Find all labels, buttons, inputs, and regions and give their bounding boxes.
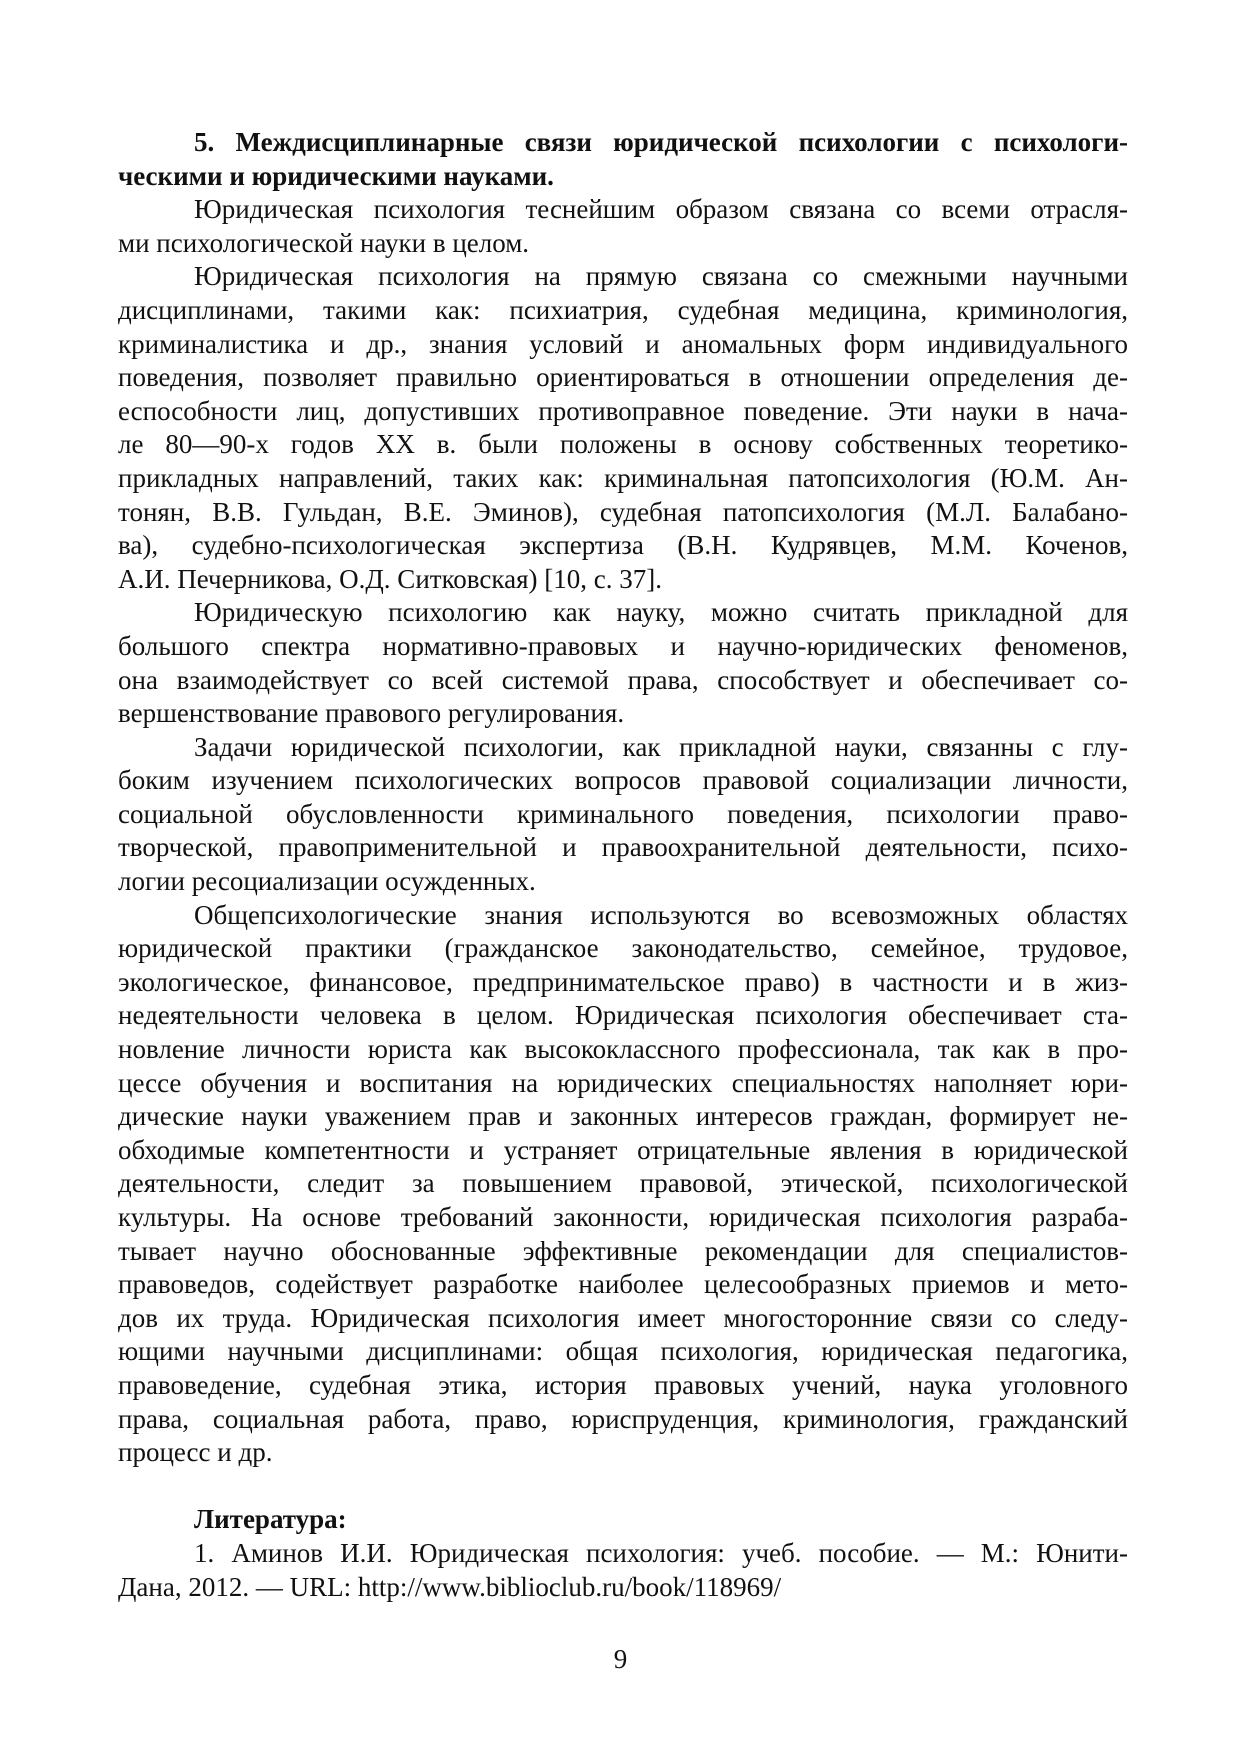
text-line: прикладных направлений, таких как: криминальная патопсихология (Ю.М. Ан- bbox=[118, 462, 1128, 493]
text-line: тывает научно обоснованные эффективные рекомендации для специалистов- bbox=[118, 1235, 1128, 1266]
reference-line: Дана, 2012. — URL: http://www.biblioclub.ru/book/118969/ bbox=[118, 1571, 782, 1602]
text-line: правоведение, судебная этика, история правовых учений, наука уголовного bbox=[118, 1369, 1128, 1400]
paragraph bbox=[118, 193, 1128, 260]
paragraph bbox=[118, 731, 1128, 899]
text-line: новление личности юриста как высококлассного профессионала, так как в про- bbox=[118, 1034, 1128, 1065]
text-line: дов их труда. Юридическая психология имеет многосторонние связи со следу- bbox=[118, 1302, 1128, 1333]
text-line: логии ресоциализации осужденных. bbox=[118, 866, 536, 897]
page-body bbox=[118, 126, 1128, 1604]
text-line: ющими научными дисциплинами: общая психология, юридическая педагогика, bbox=[118, 1336, 1128, 1367]
spacer bbox=[118, 1470, 1128, 1504]
text-line: цессе обучения и воспитания на юридических специальностях наполняет юри- bbox=[118, 1067, 1128, 1098]
text-line: Юридическая психология теснейшим образом связана со всеми отрасля- bbox=[194, 194, 1128, 225]
text-line: Юридическая психология на прямую связана со смежными научными bbox=[194, 261, 1128, 292]
text-line: ми психологической науки в целом. bbox=[118, 227, 530, 258]
text-line: дисциплинами, такими как: психиатрия, судебная медицина, криминология, bbox=[118, 294, 1128, 325]
heading-line: ческими и юридическими науками. bbox=[118, 160, 554, 191]
text-line: процесс и др. bbox=[118, 1437, 273, 1468]
text-line: обходимые компетентности и устраняет отрицательные явления в юридической bbox=[118, 1134, 1128, 1165]
text-line: права, социальная работа, право, юриспруденция, криминология, гражданский bbox=[118, 1403, 1128, 1434]
text-line: правоведов, содействует разработке наиболее целесообразных приемов и мето- bbox=[118, 1269, 1128, 1300]
text-line: вершенствование правового регулирования. bbox=[118, 698, 625, 729]
section-heading bbox=[118, 126, 1128, 193]
text-line: тонян, В.В. Гульдан, В.Е. Эминов), судебная патопсихология (М.Л. Балабано- bbox=[118, 496, 1128, 527]
reference-line: 1. Аминов И.И. Юридическая психология: учеб. пособие. — М.: Юнити- bbox=[194, 1537, 1128, 1568]
text-line: Задачи юридической психологии, как прикладной науки, связанны с глу- bbox=[194, 731, 1128, 762]
text-line: Юридическую психологию как науку, можно считать прикладной для bbox=[194, 597, 1128, 628]
text-line: культуры. На основе требований законности, юридическая психология разраба- bbox=[118, 1202, 1128, 1232]
text-line: еспособности лиц, допустивших противоправное поведение. Эти науки в нача- bbox=[118, 395, 1128, 426]
text-line: недеятельности человека в целом. Юридическая психология обеспечивает ста- bbox=[118, 1000, 1128, 1031]
body-text bbox=[118, 193, 1128, 1470]
text-line: боким изучением психологических вопросов правовой социализации личности, bbox=[118, 765, 1128, 796]
page-number: 9 bbox=[613, 1644, 628, 1674]
text-line: деятельности, следит за повышением правовой, этической, психологической bbox=[118, 1168, 1128, 1199]
references-title: Литература: bbox=[194, 1504, 347, 1535]
text-line: дические науки уважением прав и законных интересов граждан, формирует не- bbox=[118, 1101, 1128, 1132]
text-line: криминалистика и др., знания условий и аномальных форм индивидуального bbox=[118, 328, 1128, 359]
text-line: Общепсихологические знания используются во всевозможных областях bbox=[194, 899, 1128, 930]
text-line: творческой, правоприменительной и правоохранительной деятельности, психо- bbox=[118, 832, 1128, 863]
text-line: экологическое, финансовое, предпринимательское право) в частности и в жиз- bbox=[118, 966, 1128, 997]
text-line: она взаимодействует со всей системой права, способствует и обеспечивает со- bbox=[118, 664, 1128, 695]
text-line: большого спектра нормативно-правовых и научно-юридических феноменов, bbox=[118, 630, 1128, 661]
text-line: поведения, позволяет правильно ориентироваться в отношении определения де- bbox=[118, 362, 1128, 393]
paragraph bbox=[118, 260, 1128, 596]
text-line: ва), судебно-психологическая экспертиза (В.Н. Кудрявцев, М.М. Коченов, bbox=[118, 530, 1128, 561]
text-line: юридической практики (гражданское законодательство, семейное, трудовое, bbox=[118, 933, 1128, 964]
text-line: социальной обусловленности криминального поведения, психологии право- bbox=[118, 798, 1128, 829]
heading-line: 5. Междисциплинарные связи юридической психологии с психологи- bbox=[194, 127, 1128, 157]
text-line: А.И. Печерникова, О.Д. Ситковская) [10, с. 37]. bbox=[118, 563, 662, 594]
text-line: ле 80—90-х годов XX в. были положены в основу собственных теоретико- bbox=[118, 429, 1128, 460]
references-list bbox=[118, 1537, 1128, 1604]
paragraph bbox=[118, 899, 1128, 1470]
paragraph bbox=[118, 596, 1128, 730]
reference-item bbox=[118, 1537, 1128, 1604]
